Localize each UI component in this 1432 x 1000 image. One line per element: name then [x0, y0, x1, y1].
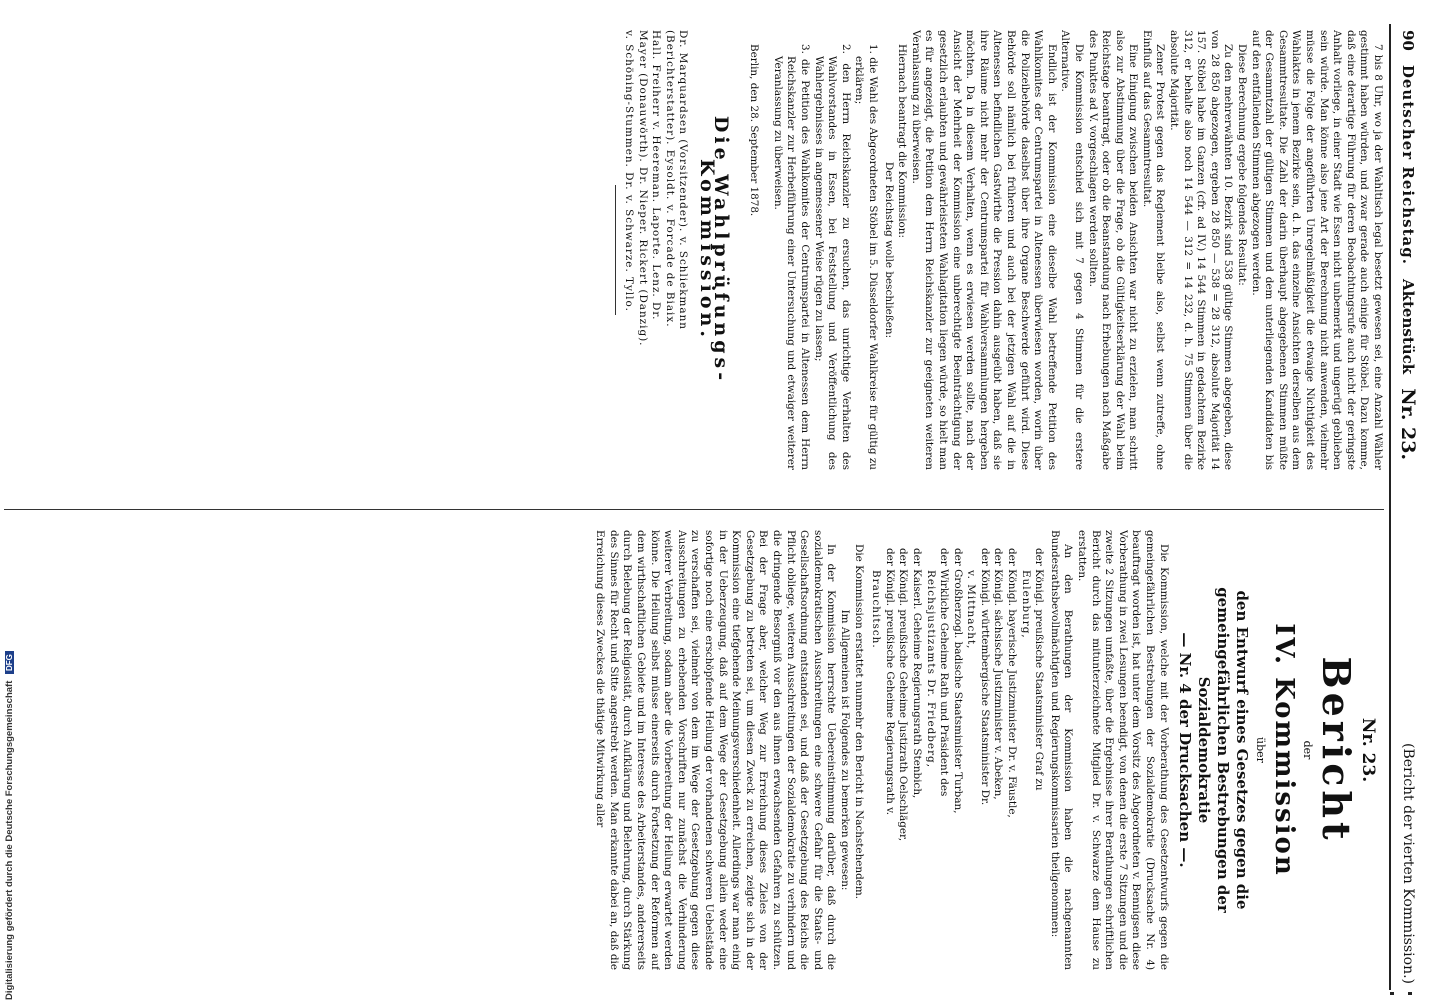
- dfg-logo: DFG: [5, 651, 14, 674]
- document-number: Nr. 23.: [1397, 388, 1419, 461]
- paragraph: Zu den mehrerwähnten 10. Bezirk sind 538 gültige Stimmen abgegeben, diese von 28 850 abgezogen, ergeben 28 850 — 538 = 28 312, absolute Majorität 14 157. Stöbel habe im Ganzen (cfr. ad IV.) 14 544 Stimmen in gedachtem Bezirke 312, er behalte also noch 14 544 — 312 = 14 232, d. h. 75 Stimmen über die absolute Majorität.: [1168, 30, 1235, 470]
- report-der: der: [1301, 740, 1315, 760]
- member-name: Eulenburg,: [1019, 570, 1032, 639]
- member-name: Brauchitsch.: [870, 570, 883, 649]
- paragraph: An den Berathungen der Kommission haben die nachgenannten Bundesrathsbevollmächtigten und Regierungskommissarien theilgenommen:: [1048, 530, 1075, 970]
- aktenstueck-label: Aktenstück: [1399, 278, 1417, 375]
- end-rule: [615, 185, 616, 315]
- member-role: der Wirkliche Geheime Rath und Präsident des: [938, 548, 951, 797]
- drucksachen-ref: — Nr. 4 der Drucksachen —.: [1176, 632, 1195, 868]
- publication-title: Deutscher Reichstag.: [1399, 64, 1417, 265]
- proposal-lead: Der Reichstag wolle beschließen:: [882, 161, 895, 339]
- report-title: Bericht: [1314, 656, 1360, 844]
- paragraph: Diese Berechnung ergebe folgendes Resultat:: [1236, 44, 1249, 286]
- paragraph: Die Kommission erstattet nunmehr den Bericht in Nachstehendem.: [852, 544, 865, 900]
- paragraph: Die Kommission, welche mit der Vorberathung des Gesetzentwurfs gegen die gemeingefährlichen Bestrebungen der Sozialdemokratie (Drucksache Nr. 4) beauftragt worden ist, hat unter dem Vorsitz des Abgeordneten v. Bennigsen diese Vorberathung in zwei Lesungen beendigt, von denen die erste 7 Sitzungen und die zweite 2 Sitzungen umfaßte, über die Ergebnisse ihrer Berathungen schriftlichen Bericht durch das mitunterzeichnete Mitglied Dr. v. Schwarze dem Hause zu erstatten.: [1076, 530, 1170, 970]
- member-role: der Königl. preußische Geheime Justizrath Oelschläger,: [897, 548, 910, 842]
- column-divider: [4, 509, 1384, 510]
- page-number: 90: [1399, 30, 1417, 51]
- signature-title: Die Wahlprüfungs-Kommission.: [696, 115, 732, 385]
- member-role: der Königl. preußische Geheime Regierungsrath v.: [883, 548, 896, 816]
- bill-title: den Entwurf eines Gesetzes gegen die gemeingefährlichen Bestrebungen der Sozialdemokratie: [1195, 587, 1252, 913]
- member-role: der Kaiserl. Geheime Regierungsrath Stenbich,: [910, 548, 923, 799]
- proposal-item: 3. die Petition des Wahlkomites der Centrumspartei in Altenessen dem Herrn Reichskanzler zur Herbeiführung einer Untersuchung und etwaiger weiterer Veranlassung zu überweisen.: [771, 44, 812, 470]
- paragraph: 7 bis 8 Uhr, wo ja der Wahltisch legal besetzt gewesen sei, eine Anzahl Wähler gestimmt haben würden, und zwar gerade auch einige für Stöbel. Dazu komme, daß eine derartige Führung für deren Beobachtungsrufe auch nicht der geringste Anhalt vorliege, in einer Stadt wie Essen nicht unbemerkt und ungerügt geblieben sein würde. Man könne also jene Art der Berechnung nicht anwenden, vielmehr müsse die Folge der angeführten Unregelmäßigkeit die etwaige Nichtigkeit des Wahlaktes in jenem Bezirke sein, d. h. das einzelne Ansichten derselben aus dem Gesammtresultate. Die Zahl der darin überhaupt abgegebenen Stimmen müßte der Gesammtzahl der gültigen Stimmen und dem unterliegenden Kandidaten bis auf den entfallenden Stimmen abgezogen werden.: [1249, 30, 1384, 470]
- proposal-list: [770, 44, 879, 470]
- member-role: der Königl. preußische Staatsminister Graf zu: [1033, 548, 1046, 791]
- digitization-note: [4, 640, 20, 1000]
- paragraph: Im Allgemeinen ist Folgendes zu bemerken gewesen:: [838, 609, 851, 891]
- signature-line: Mayer (Donauwörth). Dr. Nieper. Rickert (Danzig).: [636, 30, 649, 347]
- scan-mark: [1408, 992, 1412, 995]
- member-role: der Königl. sächsische Justizminister v. Abeken,: [992, 548, 1005, 800]
- right-column: [4, 530, 1384, 970]
- proposal-item: 2. den Herrn Reichskanzler zu ersuchen, das unrichtige Verhalten des Wahlvorstandes in Essen, bei Feststellung und Veröffentlichung des Wahlergebnisses in angemessener Weise rügen zu lassen;: [812, 44, 852, 470]
- signature-line: Hall. Freiherr v. Heereman. Laporte. Lenz. Dr.: [650, 30, 663, 321]
- signature-line: Dr. Marquardsen (Vorsitzender). v. Schliekmann: [677, 30, 690, 330]
- signature-line: (Berichterstatter). Eysoldt. v. Forcade de Biaix.: [663, 30, 676, 328]
- date-line: Berlin, den 28. September 1878.: [748, 44, 761, 217]
- proposal-item: 1. die Wahl des Abgeordneten Stöbel im 5. Düsseldorfer Wahlkreise für gültig zu erklären;: [853, 44, 880, 470]
- paragraph: Endlich ist der Kommission eine dieselbe Wahl betreffende Petition des Wahlkomites der Centrumspartei in Altenessen überwiesen worden, worin über die Polizeibehörde daselbst über ihre Organe Beschwerde geführt wird. Diese Behörde soll nämlich bei früheren und auch bei der jetzigen Wahl auf die in Altenessen befindlichen Gastwirthe die Pression dahin ausgeübt haben, daß sie ihre Räume nicht mehr der Centrumspartei für Wahlversammlungen hergeben möchten. Da in diesem Verhalten, wenn es erwiesen werden sollte, nach der Ansicht der Mehrheit der Kommission eine unberechtigte Beeinträchtigung der gesetzlich erlaubten und gewährleisteten Wahlagitation liegen würde, so hielt man es für angezeigt, die Petition dem Herrn Reichskanzler zur geeigneten weiteren Veranlassung zu überweisen.: [909, 30, 1058, 470]
- paragraph: In der Kommission herrschte Uebereinstimmung darüber, daß durch die sozialdemokratischen Ausschreitungen eine schwere Gefahr für die Staats- und Gesellschaftsordnung entstanden sei, und daß der Gesetzgebung des Reichs die Pflicht obliege, weiteren Ausschreitungen der Sozialdemokratie zu verhindern und die dringende Besorgniß vor den aus ihnen erwachsenden Gefahren zu schützen. Bei der Frage aber, welcher Weg zur Erreichung dieses Zieles von der Gesetzgebung zu betreten sei, um diesen Zweck zu erreichen, zeigte sich in der Kommission eine tiefgehende Meinungsverschiedenheit. Allerdings war man einig in der Ueberzeugung, daß auf dem Wege der Gesetzgebung allein weder eine sofortige noch eine erschöpfende Heilung der vorhandenen schweren Uebelstände zu verschaffen sei, vielmehr von dem im Wege der Gesetzgebung gegen diese Ausschreitungen zu erhebenden Vorschriften nur zunächst die Verhinderung weiterer Verbreitung, sodann aber die Vorbereitung der Heilung erwartet werden könne. Die Heilung selbst müsse einerseits durch Fortsetzung der Reformen auf dem wirthschaftlichen Gebiete und im Interesse des Arbeiterstandes, andererseits durch Belebung der Religiosität, durch Aufklärung und Belehrung, durch Stärkung des Sinnes für Recht und Sitte angestrebt werden. Man erkannte dabei an, daß die Erreichung dieses Zweckes die thätige Mitwirkung aller: [594, 530, 838, 970]
- member-name: Reichsjustizamts Dr. Friedberg,: [924, 570, 937, 769]
- proposal-intro: Hiernach beantragt die Kommission:: [896, 44, 909, 238]
- report-ueber: über: [1253, 737, 1267, 763]
- member-role: der Königl. bayerische Justizminister Dr. v. Fäustle,: [1006, 548, 1019, 818]
- signature-line: v. Schöning-Stummen. Dr. v. Schwarze. Tyllo.: [623, 30, 636, 312]
- digitization-text: Digitalisierung gefördert durch die Deutsche Forschungsgemeinschaft: [4, 680, 15, 1000]
- member-role: der Großherzogl. badische Staatsminister Turban,: [951, 548, 964, 814]
- left-column: [424, 30, 1384, 470]
- scan-mark: [1390, 992, 1394, 995]
- header-subject: (Bericht der vierten Kommission.): [1400, 742, 1416, 984]
- commission-title: IV. Kommission: [1268, 623, 1299, 877]
- paragraph: Die Kommission entschied sich mit 7 gegen 4 Stimmen für die erstere Alternative.: [1059, 30, 1085, 470]
- paragraph: Eine Einigung zwischen beiden Ansichten war nicht zu erzielen, man schritt also zur Abstimmung über die Frage, ob die Gültigkeitserklärung der Wahl beim Reichstage beantragt, oder ob die Beanstandung nach Erhebungen nach Maßgabe des Punktes ad V. vorgeschlagen werden sollten.: [1086, 30, 1140, 470]
- header-rule: [1389, 24, 1391, 990]
- newspaper-page: [0, 6, 1422, 994]
- paragraph: Zener Protest gegen das Reglement bleibe also, selbst wenn zutreffe, ohne Einfluß auf das Gesammtresultat.: [1140, 30, 1167, 470]
- member-name: v. Mittnacht,: [965, 570, 978, 650]
- member-role: der Königl. württembergische Staatsminister Dr.: [978, 548, 991, 806]
- member-list: [869, 548, 1046, 970]
- page-header: [1394, 30, 1422, 984]
- report-number: Nr. 23.: [1358, 717, 1378, 783]
